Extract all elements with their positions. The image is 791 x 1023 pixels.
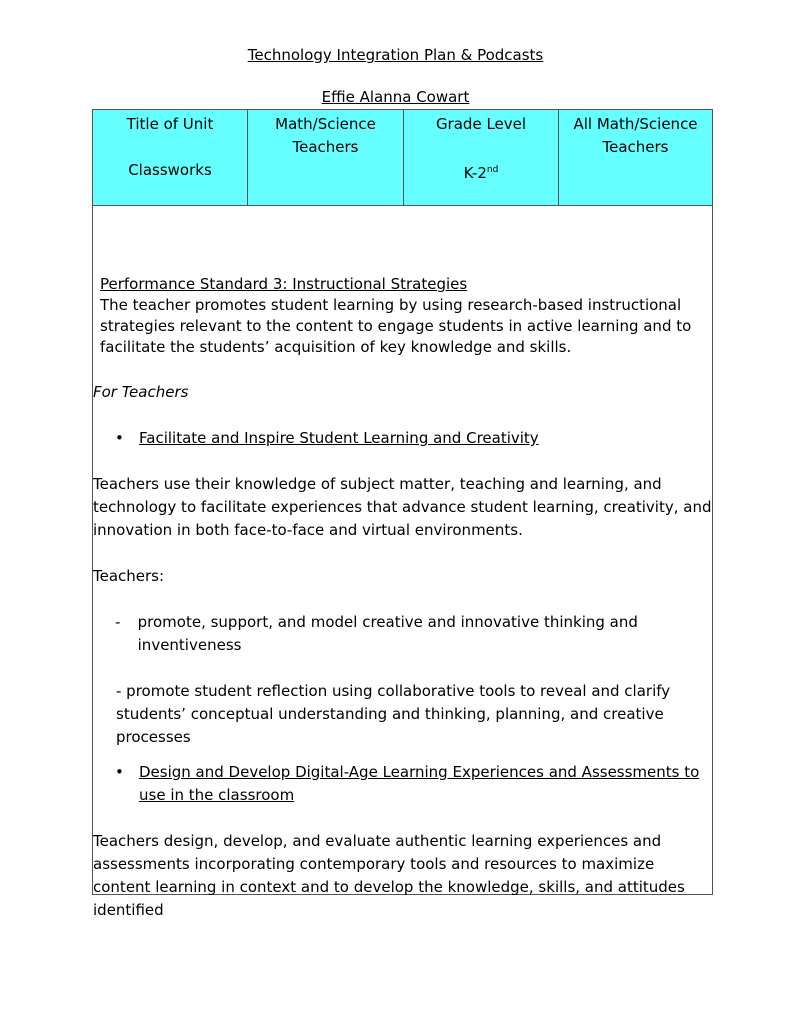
grade-level-label: Grade Level [435, 115, 527, 133]
for-teachers-heading: For Teachers [93, 383, 189, 401]
dash-item-reflection: - promote student reflection using collaborative tools to reveal and clarify students’ conceptual understanding and thinking, planning, and creative processes [116, 682, 671, 746]
bullet-item: • Design and Develop Digital-Age Learning Experiences and Assessments to use in the classroom [93, 761, 712, 807]
audience-label: All Math/Science [573, 115, 698, 133]
cell-subject [248, 110, 404, 205]
bullet-icon: • [115, 429, 124, 447]
performance-standard [93, 274, 712, 358]
cell-audience [559, 110, 712, 205]
dash-icon: - [115, 613, 121, 631]
paragraph-design: Teachers design, develop, and evaluate authentic learning experiences and assessments incorporating contemporary tools and resources to maximize content learning in context and to develop the knowledge, skills, and attitudes identified [93, 832, 685, 919]
standard-title: Performance Standard 3: Instructional Strategies [100, 275, 468, 293]
cell-grade-level [404, 110, 559, 205]
unit-name: Classworks [128, 161, 212, 179]
cell-title-of-unit [93, 110, 248, 205]
dash-item: - promote, support, and model creative and innovative thinking and inventiveness [93, 611, 712, 657]
plan-table [92, 109, 713, 919]
standard-text: The teacher promotes student learning by using research-based instructional strategies relevant to the content to engage students in active learning and to facilitate the students’ acquisition of key knowledge and skills. [100, 296, 692, 356]
teachers-label: Teachers: [93, 567, 165, 585]
table-body [93, 205, 712, 922]
grade-level-value: K-2nd [463, 164, 499, 182]
audience-value: Teachers [602, 138, 669, 156]
document-title: Technology Integration Plan & Podcasts [247, 46, 544, 64]
bullet-item: • Facilitate and Inspire Student Learning and Creativity [93, 427, 712, 450]
title-of-unit-label: Title of Unit [126, 115, 214, 133]
subject-label: Math/Science [275, 115, 376, 133]
document-author: Effie Alanna Cowart [321, 88, 470, 106]
subject-audience: Teachers [292, 138, 359, 156]
table-header-row [93, 110, 712, 206]
bullet-icon: • [115, 763, 124, 781]
paragraph-facilitate: Teachers use their knowledge of subject matter, teaching and learning, and technology to facilitate experiences that advance student learning, creativity, and innovation in both face-to-face and virtual environments. [93, 475, 712, 539]
